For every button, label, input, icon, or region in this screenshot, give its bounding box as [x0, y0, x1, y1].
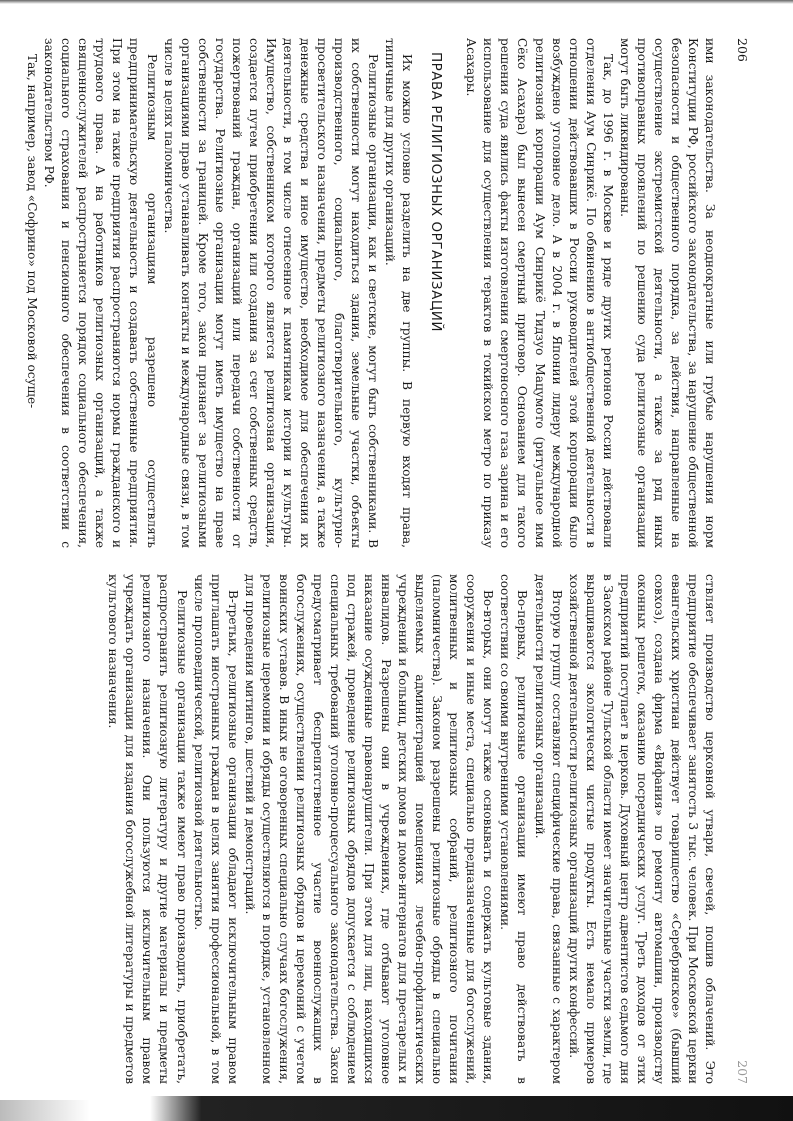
page-right: [36, 574, 756, 1084]
text-column-left: [23, 38, 718, 548]
page-number-left: 206: [735, 38, 750, 62]
paragraph: В-третьих, религиозные организации обладают исключительным правом приглашать иностранных граждан в целях занятия профессиональной, в том числе проповеднической, религиозной деятельностью.: [191, 574, 240, 1084]
paragraph: ствляет производство церковной утвари, свечей, пошив облачений. Это предприятие обеспечивает занятость 3 тыс. человек. При Московской церкви евангельских христиан действует товарищество «Серебрянское» (бывший совхоз), создана фирма «Вифания» по ремонту автомашин, производству оконных решеток, оказанию посреднических услуг. Треть доходов от этих предприятий поступает в церковь. Духовный центр адвентистов седьмого дня в Заокском районе Тульской области имеет значительные участки земли, где выращиваются экологически чистые продукты. Есть немало примеров хозяйственной деятельности религиозных организаций других конфессий.: [566, 574, 717, 1084]
scan-edge-top: [0, 0, 793, 4]
paragraph: ими законодательства. За неоднократные или грубые нарушения норм Конституции РФ, российского законодательства, за нарушение общественной безопасности и общественного порядка, за действия, направленные на осуществление экстремистской деятельности, а также за ряд иных противоправных проявлений по решению суда религиозные организации могут быть ликвидированы.: [617, 38, 717, 548]
book-spread: [25, 30, 756, 1090]
paragraph: Во-первых, религиозные организации имеют право действовать в соответствии со своими внутренними установлениями.: [498, 574, 530, 1084]
paragraph: Их можно условно разделить на две группы. В первую входят права, типичные для других организаций.: [383, 38, 415, 548]
scan-edge-bottom: [150, 1096, 793, 1121]
paragraph: Так, например, завод «Софрино» под Московой осуще-: [25, 54, 40, 409]
page-number-right: 207: [735, 1060, 750, 1084]
section-heading: ПРАВА РЕЛИГИОЗНЫХ ОРГАНИЗАЦИЙ: [428, 52, 445, 333]
paragraph: Религиозным организациям разрешено осуществлять предпринимательскую деятельность и создавать собственные предприятия. При этом на такие предприятия распространяются нормы гражданского и трудового права. А на работников религиозных организаций, а также священнослужителей распространяется порядок социального обеспечения, социального страхования и пенсионного обеспечения в соответствии с законодательством РФ.: [42, 38, 159, 548]
paragraph: Вторую группу составляют специфические права, связанные с характером деятельности религиозных организаций.: [532, 574, 564, 1084]
paragraph: Во-вторых, они могут также основывать и содержать культовые здания, сооружения и иные места, специально предназначенные для богослужений, молитвенных и религиозных собраний, религиозного почитания (паломничества). Законом разрешены религиозные обряды в специально выделяемых администрацией помещениях лечебно-профилактических учреждений и больниц, детских домов и домов-интернатов для престарелых и инвалидов. Разрешены они в учреждениях, где отбывают уголовное наказание осужденные правонарушители. При этом для лиц, находящихся под стражей, проведение религиозных обрядов допускается с соблюдением специальных требований уголовно-процессуального законодательства. Закон предусматривает беспрепятственное участие военнослужащих в богослужениях, осуществлении религиозных обрядов и церемоний с учетом воинских уставов. В иных не оговоренных специально случаях богослужения, религиозные церемонии и обряды осуществляются в порядке, установленном для проведения митингов, шествий и демонстраций.: [242, 574, 496, 1084]
text-column-right: [104, 574, 718, 1084]
scan-edge-left: [0, 1100, 150, 1121]
paragraph: Религиозные организации также имеют право производить, приобретать, распространять религиозную литературу и другие материалы и предметы религиозного назначения. Они пользуются исключительным правом учреждать организации для издания богослужебной литературы и предметов культового назначения.: [106, 574, 189, 1084]
paragraph: Так, до 1996 г. в Москве и ряде других регионов России действовали отделения Аум Синрикё. По обвинению в антиобщественной деятельности в отношении действовавших в России руководителей этой корпорации было возбуждено уголовное дело. А в 2004 г. в Японии лидеру международной религиозной корпорации Аум Синрикё Тидзуо Мацумото (ритуальное имя Сёко Асахара) был вынесен смертный приговор. Основанием для такого решения суда явились факты изготовления смертоносного газа зарина и его использование для осуществления терактов в токийском метро по приказу Асахары.: [464, 38, 615, 548]
paragraph: Религиозные организации, как и светские, могут быть собственниками. В их собственности могут находиться здания, земельные участки, объекты производственного, социального, благотворительного, культурно-просветительского назначения, предметы религиозного назначения, а также денежные средства и иное имущество, необходимое для обеспечения их деятельности, в том числе отнесенное к памятникам истории и культуры. Имущество, собственником которого является религиозная организация, создается путем приобретения или создания за счет собственных средств, пожертвований граждан, организаций или передачи собственности от государства. Религиозные организации могут иметь имущество на праве собственности за границей. Кроме того, закон признает за религиозными организациями право устанавливать контакты и международные связи, в том числе в целях паломничества.: [161, 38, 381, 548]
page-left: [25, 38, 756, 548]
